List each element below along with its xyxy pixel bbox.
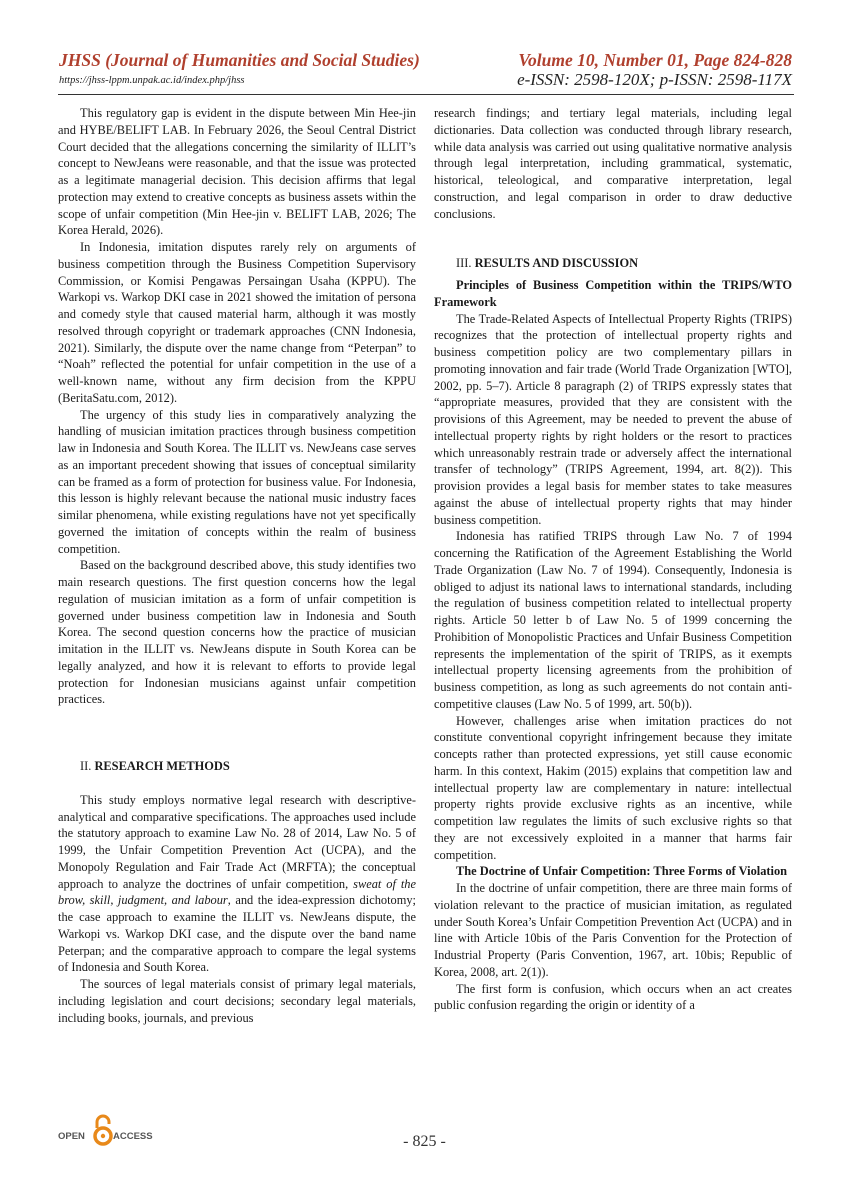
section-heading-results bbox=[434, 255, 792, 272]
journal-url[interactable]: https://jhss-lppm.unpak.ac.id/index.php/jhss bbox=[59, 75, 245, 86]
subheading-trips: Principles of Business Competition within the TRIPS/WTO Framework bbox=[434, 278, 792, 309]
body-paragraph: The Trade-Related Aspects of Intellectual Property Rights (TRIPS) recognizes that the protection of intellectual property rights and business competition policy are two complementary pillars in promoting innovation and fair trade (World Trade Organization [WTO], 2002, pp. 5–7). Article 8 paragraph (2) of TRIPS expressly states that “appropriate measures, provided that they are consistent with the provisions of this Agreement, may be needed to prevent the abuse of intellectual property rights by right holders or the resort to practices which unreasonably restrain trade or adversely affect the international transfer of technology” (TRIPS Agreement, 1994, art. 8(2)). This provision provides a legal basis for member states to take measures against the abuse of intellectual property rights that may hinder business competition. bbox=[434, 311, 792, 527]
issn-info: e-ISSN: 2598-120X; p-ISSN: 2598-117X bbox=[517, 70, 792, 89]
body-paragraph: This regulatory gap is evident in the dispute between Min Hee-jin and HYBE/BELIFT LAB. In February 2026, the Seoul Central District Court decided that the allegations concerning the similarity of ILLIT’s concept to NewJeans were reasonable, and that the issue was protected as a legitimate managerial decision. This decision affirms that legal protection may extend to creative concepts as business assets within the scope of unfair competition (Min Hee-jin v. BELIFT LAB, 2026; The Korea Herald, 2026). bbox=[58, 106, 416, 238]
section-number: II. bbox=[80, 759, 92, 773]
volume-info: Volume 10, Number 01, Page 824-828 bbox=[518, 50, 792, 70]
header-rule bbox=[58, 94, 794, 95]
right-column bbox=[434, 105, 792, 1014]
italic-doctrines: sweat of the brow, skill, judgment, and labour bbox=[58, 876, 416, 908]
body-paragraph bbox=[58, 792, 416, 976]
body-paragraph: The urgency of this study lies in comparatively analyzing the handling of musician imitation practices through business competition law in Indonesia and South Korea. The ILLIT vs. NewJeans case serves as an important precedent showing that issues of conceptual similarity can be framed as a form of protection for business value. For Indonesia, this lesson is highly relevant because the national music industry faces similar phenomena, while existing regulations have not yet specifically governed the imitation of concepts within the realm of business competition. bbox=[58, 407, 416, 556]
logo-word-open: OPEN bbox=[58, 1131, 85, 1142]
logo-word-access: ACCESS bbox=[113, 1131, 153, 1142]
body-paragraph: research findings; and tertiary legal materials, including legal dictionaries. Data collection was conducted through library research, while data analysis was carried out using qualitative normative analysis through legal interpretation, including grammatical, systematic, historical, teleological, and comparative interpretation, legal construction, and legal comparison in order to draw deductive conclusions. bbox=[434, 106, 792, 221]
page-number: - 825 - bbox=[403, 1133, 446, 1150]
section-title: RESULTS AND DISCUSSION bbox=[474, 256, 639, 271]
section-heading-research-methods bbox=[58, 758, 416, 775]
left-column bbox=[58, 105, 416, 1026]
body-paragraph: Based on the background described above, this study identifies two main research questions. The first question concerns how the legal regulation of musician imitation as a form of unfair competition is governed under business competition law in Indonesia and South Korea. The second question concerns how the practice of musician imitation in the ILLIT vs. NewJeans dispute in South Korea can be legally analyzed, and how it is relevant to efforts to provide legal protection for Indonesian musicians against unfair competition practices. bbox=[58, 558, 416, 707]
section-number: III. bbox=[456, 256, 472, 271]
body-paragraph: The sources of legal materials consist of primary legal materials, including legislation and court decisions; secondary legal materials, including books, journals, and previous bbox=[58, 977, 416, 1025]
body-paragraph: The first form is confusion, which occurs when an act creates public confusion regarding the origin or identity of a bbox=[434, 981, 792, 1013]
body-paragraph: In the doctrine of unfair competition, there are three main forms of violation relevant to the practice of musician imitation, as regulated under South Korea’s Unfair Competition Prevention Act (UCPA) and in line with Article 10bis of the Paris Convention for the Protection of Industrial Property (Paris Convention, 1967, art. 10bis; Republic of Korea, 2008, art. 2(1)). bbox=[434, 881, 792, 979]
section-title: RESEARCH METHODS bbox=[94, 759, 230, 773]
text-run: This study employs normative legal research with descriptive-analytical and comparative specifications. The approaches used include the statutory approach to examine Law No. 28 of 2014, Law No. 5 of 1999, the Unfair Competition Prevention Act (UCPA), and the Monopoly Regulation and Fair Trade Act (MRFTA); the conceptual approach to analyze the doctrines of unfair competition, bbox=[58, 792, 416, 891]
subheading-unfair-competition: The Doctrine of Unfair Competition: Three Forms of Violation bbox=[456, 864, 788, 879]
body-paragraph: In Indonesia, imitation disputes rarely rely on arguments of business competition through the Business Competition Supervisory Commission, or Komisi Pengawas Persaingan Usaha (KPPU). The Warkopi vs. Warkop DKI case in 2021 showed the imitation of persona and comedy style that caused material harm, although it was mostly resolved through copyright or trademark approaches (CNN Indonesia, 2021). Similarly, the dispute over the name change from “Peterpan” to “Noah” reflected the potential for unfair competition in the use of a well-known name, without any firm decision from the KPPU (BeritaSatu.com, 2012). bbox=[58, 240, 416, 405]
body-paragraph: Indonesia has ratified TRIPS through Law No. 7 of 1994 concerning the Ratification of the Agreement Establishing the World Trade Organization (Law No. 7 of 1994). Consequently, Indonesia is obliged to adjust its national laws to international standards, including the regulation of business competition related to intellectual property rights. Article 50 letter b of Law No. 5 of 1999 concerning the Prohibition of Monopolistic Practices and Unfair Business Competition represents the implementation of the spirit of TRIPS, as it exempts intellectual property licensing agreements from the prohibition of business competition, as long as such agreements do not contain anti-competitive clauses (Law No. 5 of 1999, art. 50(b)). bbox=[434, 529, 792, 711]
journal-title: JHSS (Journal of Humanities and Social Studies) bbox=[59, 50, 420, 70]
body-paragraph: However, challenges arise when imitation practices do not constitute conventional copyright infringement because they imitate concepts rather than protected expressions, yet still cause economic harm. In this context, Hakim (2015) explains that competition law and intellectual property law are complementary in nature: intellectual property rights provide exclusive rights as an incentive, while competition law regulates the limits of such exclusive rights so that they are not excessively exploited in a manner that harms fair competition. bbox=[434, 713, 792, 862]
text-run: , and the idea-expression dichotomy; the case approach to examine the ILLIT vs. NewJeans dispute, the Warkopi vs. Warkop DKI case, and the dispute over the band name Peterpan; and the comparative approach to compare the legal systems of Indonesia and South Korea. bbox=[58, 893, 416, 975]
